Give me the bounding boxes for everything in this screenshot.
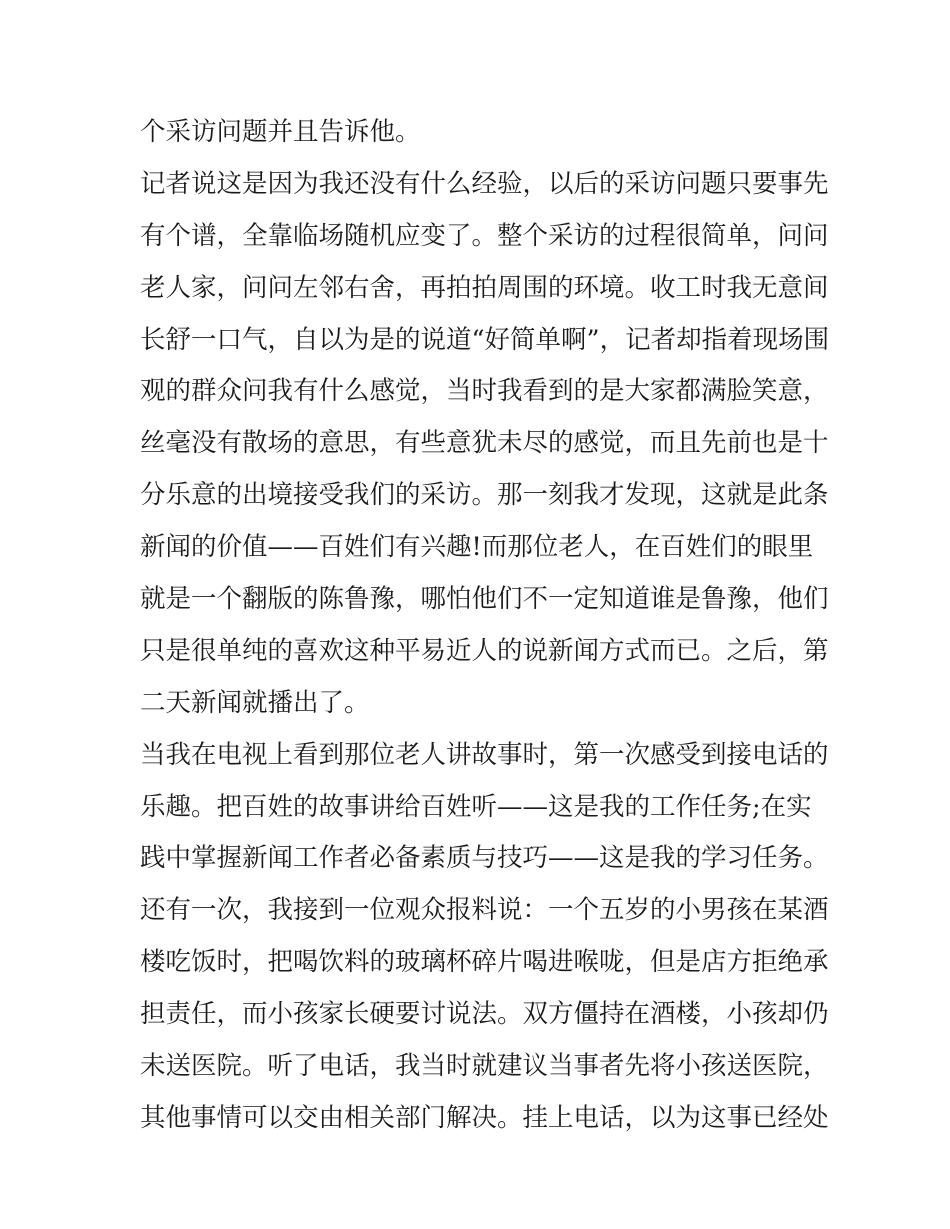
text-line: 分乐意的出境接受我们的采访。那一刻我才发现，这就是此条 (140, 480, 829, 511)
text-line: 践中掌握新闻工作者必备素质与技巧——这是我的学习任务。 (140, 843, 829, 874)
text-line: 个采访问题并且告诉他。 (140, 117, 421, 147)
text-line: 担责任，而小孩家长硬要讨说法。双方僵持在酒楼，小孩却仍 (140, 999, 829, 1030)
text-line: 只是很单纯的喜欢这种平易近人的说新闻方式而已。之后，第 (140, 635, 829, 666)
text-line: 楼吃饭时，把喝饮料的玻璃杯碎片喝进喉咙，但是店方拒绝承 (140, 947, 829, 978)
text-line: 未送医院。听了电话，我当时就建议当事者先将小孩送医院， (140, 1051, 829, 1082)
text-line: 当我在电视上看到那位老人讲故事时，第一次感受到接电话的 (140, 739, 829, 770)
text-line: 二天新闻就播出了。 (140, 687, 370, 718)
text-line: 记者说这是因为我还没有什么经验，以后的采访问题只要事先 (140, 168, 829, 199)
text-line: 新闻的价值——百姓们有兴趣!而那位老人，在百姓们的眼里 (140, 532, 814, 563)
text-line: 有个谱，全靠临场随机应变了。整个采访的过程很简单，问问 (140, 220, 829, 251)
text-line: 观的群众问我有什么感觉，当时我看到的是大家都满脸笑意， (140, 376, 829, 407)
text-line: 丝毫没有散场的意思，有些意犹未尽的感觉，而且先前也是十 (140, 428, 829, 459)
text-line: 乐趣。把百姓的故事讲给百姓听——这是我的工作任务;在实 (140, 791, 812, 822)
text-line: 其他事情可以交由相关部门解决。挂上电话，以为这事已经处 (140, 1102, 829, 1133)
text-line: 老人家，问问左邻右舍，再拍拍周围的环境。收工时我无意间 (140, 272, 829, 303)
text-line: 还有一次，我接到一位观众报料说：一个五岁的小男孩在某酒 (140, 895, 829, 926)
text-line: 就是一个翻版的陈鲁豫，哪怕他们不一定知道谁是鲁豫，他们 (140, 584, 829, 615)
body-text (140, 107, 830, 1145)
text-line: 长舒一口气，自以为是的说道“好简单啊”，记者却指着现场围 (140, 324, 830, 355)
